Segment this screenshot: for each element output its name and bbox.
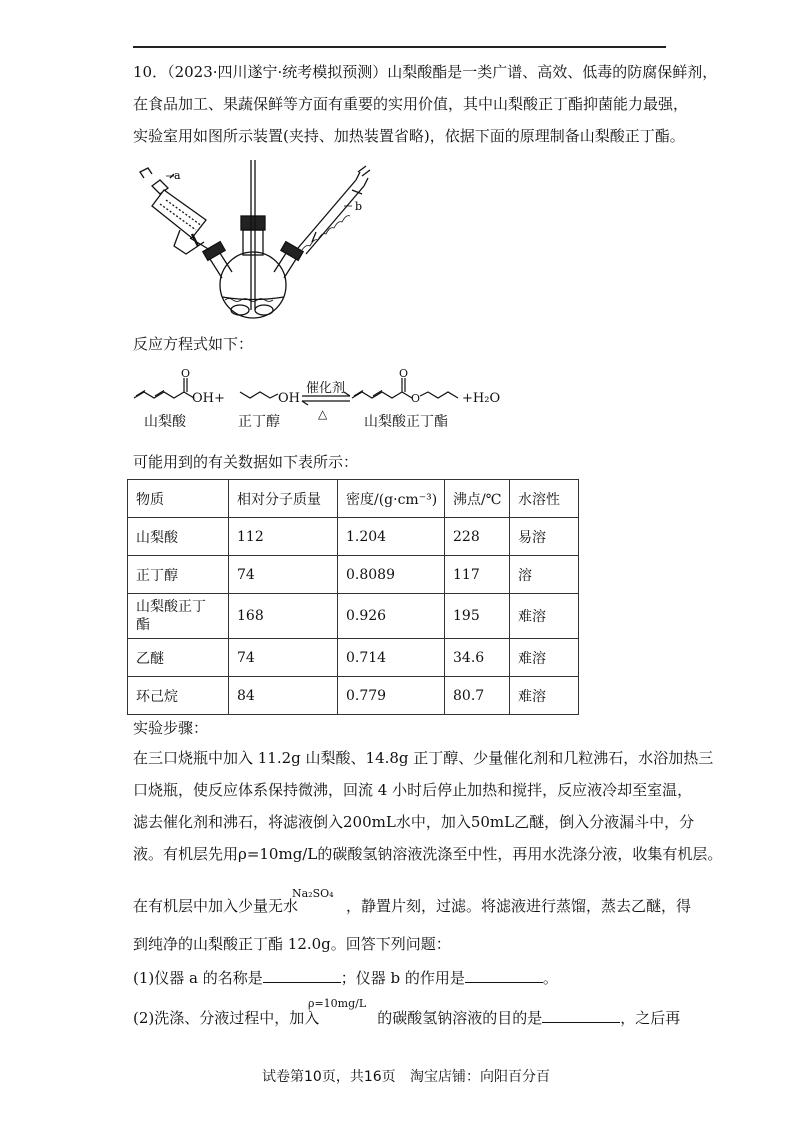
name-sorbic-acid: 山梨酸 — [144, 414, 186, 430]
table-cell: 168 — [229, 594, 338, 639]
table-intro: 可能用到的有关数据如下表所示： — [133, 453, 359, 471]
reaction-equation — [130, 366, 530, 434]
water-product: +H₂O — [462, 391, 501, 406]
table-cell: 1.204 — [338, 518, 445, 556]
ester-o: O — [411, 392, 421, 405]
header-cell: 沸点/℃ — [445, 480, 510, 518]
question-line-2: 在食品加工、果蔬保鲜等方面有重要的实用价值，其中山梨酸正丁酯抑菌能力最强， — [133, 95, 689, 113]
steps-line-1: 在三口烧瓶中加入 11.2g 山梨酸、14.8g 正丁醇、少量催化剂和几粒沸石，水浴加热三 — [133, 749, 714, 767]
label-a: a — [174, 169, 181, 182]
table-cell: 80.7 — [445, 677, 510, 715]
steps-title: 实验步骤： — [133, 719, 209, 737]
table-cell: 山梨酸 — [128, 518, 229, 556]
label-b: b — [355, 200, 363, 213]
apparatus-diagram — [130, 160, 390, 330]
table-cell: 34.6 — [445, 639, 510, 677]
header-cell: 密度/(g·cm⁻³) — [338, 480, 445, 518]
table-row — [128, 639, 579, 677]
butanol-oh: OH — [278, 391, 300, 406]
na2so4-label: Na₂SO₄ — [292, 887, 334, 900]
sorbic-oh: OH — [192, 391, 214, 406]
steps-line-2: 口烧瓶，使反应体系保持微沸，回流 4 小时后停止加热和搅拌，反应液冷却至室温， — [133, 781, 693, 799]
table-cell: 228 — [445, 518, 510, 556]
table-row — [128, 556, 579, 594]
table-cell: 易溶 — [510, 518, 579, 556]
table-cell: 山梨酸正丁 酯 — [128, 594, 229, 639]
table-row — [128, 594, 579, 639]
table-cell: 环己烷 — [128, 677, 229, 715]
ester-carbonyl-o: O — [399, 367, 409, 380]
answer-blank-3[interactable] — [542, 1008, 620, 1023]
plus-sign: + — [214, 391, 225, 406]
table-cell: 0.714 — [338, 639, 445, 677]
question-number: 10． — [133, 63, 168, 81]
data-table — [127, 479, 579, 715]
table-cell: 0.8089 — [338, 556, 445, 594]
steps-line-3: 滤去催化剂和沸石，将滤液倒入200mL水中，加入50mL乙醚，倒入分液漏斗中，分 — [133, 813, 695, 831]
q2-text-b: 的碳酸氢钠溶液的目的是 — [377, 1009, 543, 1027]
table-cell: 溶 — [510, 556, 579, 594]
table-cell: 正丁醇 — [128, 556, 229, 594]
table-row — [128, 518, 579, 556]
steps-line-4: 液。有机层先用ρ=10mg/L的碳酸氢钠溶液洗涤至中性，再用水洗涤分液，收集有机层。 — [133, 845, 723, 863]
table-cell: 84 — [229, 677, 338, 715]
q2-text-a: (2)洗涤、分液过程中，加入 — [133, 1009, 320, 1027]
steps-line-6: 到纯净的山梨酸正丁酯 12.0g。回答下列问题： — [133, 935, 451, 953]
steps-line-5a: 在有机层中加入少量无水 — [133, 897, 299, 915]
question-line-3: 实验室用如图所示装置(夹持、加热装置省略)，依据下面的原理制备山梨酸正丁酯。 — [133, 127, 685, 145]
table-cell: 74 — [229, 556, 338, 594]
header-cell: 相对分子质量 — [229, 480, 338, 518]
steps-line-5 — [133, 896, 691, 916]
table-cell: 112 — [229, 518, 338, 556]
answer-blank-1[interactable] — [263, 968, 341, 983]
table-cell: 0.926 — [338, 594, 445, 639]
steps-line-5b: ，静置片刻，过滤。将滤液进行蒸馏，蒸去乙醚，得 — [346, 897, 692, 915]
table-cell: 74 — [229, 639, 338, 677]
q1-text-b: ；仪器 b 的作用是 — [340, 969, 465, 987]
header-cell: 物质 — [128, 480, 229, 518]
q1-text-a: (1)仪器 a 的名称是 — [133, 969, 263, 987]
table-cell: 117 — [445, 556, 510, 594]
question-text-1: （2023·四川遂宁·统考模拟预测）山梨酸酯是一类广谱、高效、低毒的防腐保鲜剂， — [167, 63, 718, 81]
q2-text-c: ，之后再 — [620, 1009, 681, 1027]
answer-blank-2[interactable] — [465, 968, 543, 983]
question-line-1 — [133, 62, 717, 82]
table-row — [128, 677, 579, 715]
table-cell: 难溶 — [510, 677, 579, 715]
question-2 — [133, 1008, 680, 1028]
catalyst-label: 催化剂 — [306, 381, 346, 396]
rho-label: ρ=10mg/L — [308, 997, 367, 1010]
header-cell: 水溶性 — [510, 480, 579, 518]
table-cell: 难溶 — [510, 639, 579, 677]
reaction-intro: 反应方程式如下： — [133, 335, 254, 353]
name-ester: 山梨酸正丁酯 — [364, 414, 448, 430]
table-header-row — [128, 480, 579, 518]
header-rule — [133, 46, 666, 48]
table-cell: 0.779 — [338, 677, 445, 715]
footer-page-number: 试卷第10页，共16页 — [262, 1069, 396, 1085]
name-butanol: 正丁醇 — [238, 414, 280, 430]
heat-symbol: △ — [318, 407, 328, 421]
footer-shop: 淘宝店铺：向阳百分百 — [410, 1069, 550, 1085]
question-1 — [133, 968, 558, 988]
table-cell: 难溶 — [510, 594, 579, 639]
sorbic-carbonyl-o: O — [181, 367, 191, 380]
q1-text-c: 。 — [542, 969, 558, 987]
table-cell: 乙醚 — [128, 639, 229, 677]
table-cell: 195 — [445, 594, 510, 639]
